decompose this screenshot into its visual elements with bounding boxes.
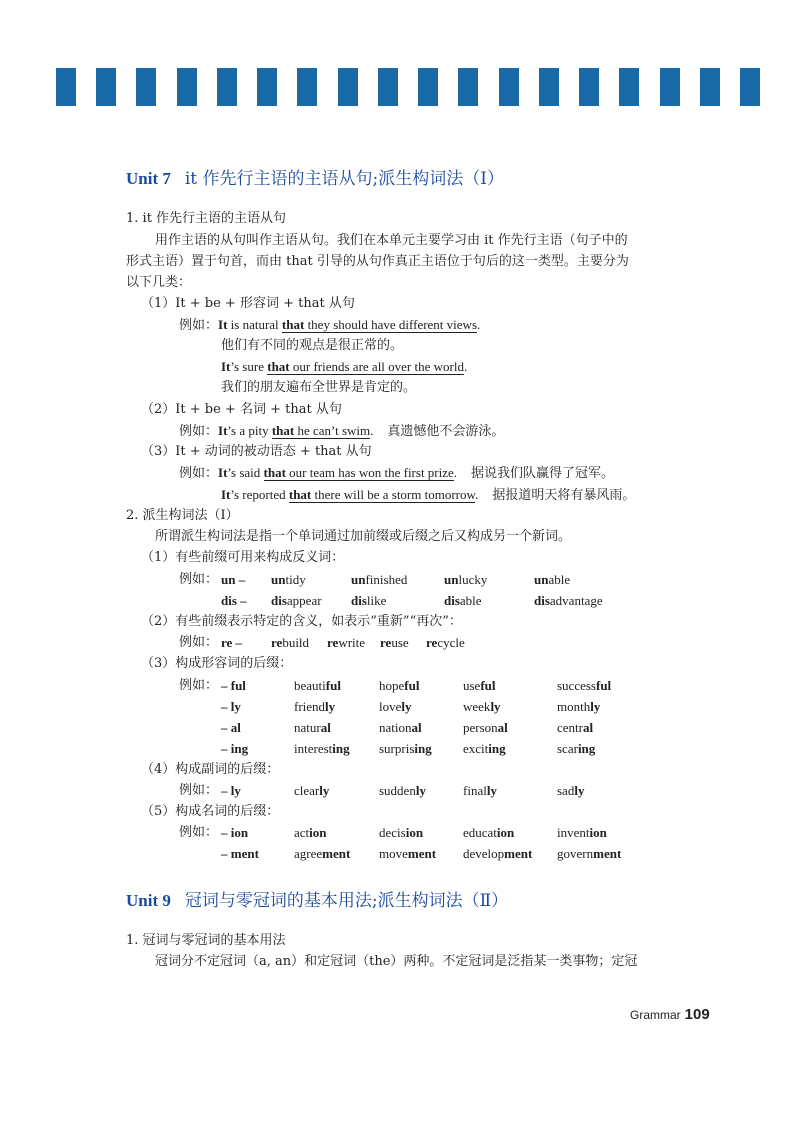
affix: – ly — [221, 783, 241, 798]
example-sentence — [179, 463, 614, 484]
sentence-text: . — [463, 359, 468, 374]
derived-word: surprising — [379, 741, 432, 756]
banner-block — [217, 68, 237, 106]
keyword: It — [218, 465, 228, 480]
keyword: It — [218, 423, 228, 438]
keyword: that — [267, 359, 290, 374]
sentence-text: ’s a pity — [227, 423, 272, 438]
keyword: It — [221, 359, 231, 374]
derived-word: natural — [294, 720, 331, 735]
unit-number: Unit 7 — [126, 169, 171, 188]
derived-word: exciting — [463, 741, 506, 756]
unit-title-text: 冠词与零冠词的基本用法;派生构词法（Ⅱ） — [184, 891, 509, 911]
example-label: 例如： — [179, 678, 219, 693]
affix: – ing — [221, 741, 249, 756]
derived-word: national — [379, 720, 422, 735]
sentence-text: our team has won the first prize — [285, 465, 454, 480]
derived-word: finally — [463, 783, 497, 798]
keyword: that — [288, 487, 312, 502]
banner-block — [96, 68, 116, 106]
derived-word: suddenly — [379, 783, 426, 798]
derived-word: monthly — [557, 699, 601, 714]
derived-word: friendly — [294, 699, 336, 714]
example-label: 例如： — [179, 424, 219, 439]
derived-word: beautiful — [294, 678, 341, 693]
keyword: that — [271, 423, 295, 438]
subpoint: （1）It + be + 形容词 + that 从句 — [141, 296, 355, 311]
derived-word: agreement — [294, 846, 351, 861]
example-sentence — [221, 357, 467, 378]
affix: – ful — [221, 678, 246, 693]
banner-block — [297, 68, 317, 106]
sentence-text: . — [477, 317, 481, 332]
derived-word: successful — [557, 678, 612, 693]
derived-word: recycle — [426, 635, 465, 650]
banner-block — [660, 68, 680, 106]
translation: 真遗憾他不会游泳。 — [387, 424, 505, 439]
translation: 我们的朋友遍布全世界是肯定的。 — [221, 380, 417, 395]
paragraph-line: 用作主语的从句叫作主语从句。我们在本单元主要学习由 it 作先行主语（句子中的 — [155, 233, 628, 248]
derived-word: central — [557, 720, 594, 735]
banner-block — [740, 68, 760, 106]
paragraph-line: 冠词分不定冠词（a, an）和定冠词（the）两种。不定冠词是泛指某一类事物；定冠 — [155, 954, 638, 969]
section-heading: 1. 冠词与零冠词的基本用法 — [126, 933, 286, 948]
example-label: 例如： — [179, 783, 219, 798]
subpoint: （3）It + 动词的被动语态 + that 从句 — [141, 444, 372, 459]
derived-word: unfinished — [351, 572, 408, 587]
derived-word: reuse — [380, 635, 409, 650]
derived-word: unable — [534, 572, 571, 587]
affix: dis – — [221, 593, 247, 608]
subpoint: （1）有些前缀可用来构成反义词： — [141, 550, 345, 565]
derived-word: weekly — [463, 699, 501, 714]
translation: 他们有不同的观点是很正常的。 — [221, 338, 404, 353]
subpoint: （4）构成副词的后缀： — [141, 762, 280, 777]
footer-label: Grammar — [630, 1008, 681, 1022]
example-sentence — [179, 315, 480, 336]
banner-block — [338, 68, 358, 106]
derived-word: hopeful — [379, 678, 420, 693]
sentence-text: . — [475, 487, 479, 502]
banner-block — [499, 68, 519, 106]
section-heading: 2. 派生构词法（Ⅰ） — [126, 508, 239, 523]
derived-word: decision — [379, 825, 424, 840]
subpoint: （2）有些前缀表示特定的含义，如表示“重新”“再次”： — [141, 614, 462, 629]
derived-word: personal — [463, 720, 508, 735]
unit-number: Unit 9 — [126, 891, 171, 910]
banner-block — [378, 68, 398, 106]
derived-word: disable — [444, 593, 482, 608]
affix: re – — [221, 635, 243, 650]
paragraph-line: 所谓派生构词法是指一个单词通过加前缀或后缀之后又构成另一个新词。 — [155, 529, 572, 544]
page-footer — [630, 1006, 710, 1023]
affix: un – — [221, 572, 246, 587]
translation: 据报道明天将有暴风雨。 — [492, 488, 636, 503]
page-number: 109 — [684, 1006, 710, 1023]
example-label: 例如： — [179, 572, 219, 587]
unit9-title — [126, 886, 508, 911]
derived-word: clearly — [294, 783, 330, 798]
derived-word: rebuild — [271, 635, 310, 650]
derived-word: movement — [379, 846, 437, 861]
banner-block — [539, 68, 559, 106]
sentence-text: they should have different views — [304, 317, 478, 332]
affix: – ly — [221, 699, 241, 714]
banner-block — [56, 68, 76, 106]
paragraph-line: 形式主语）置于句首，而由 that 引导的从句作真正主语位于句后的这一类型。主要分为 — [126, 254, 629, 269]
banner-block — [418, 68, 438, 106]
sentence-text: there will be a storm tomorrow — [311, 487, 476, 502]
keyword: It — [218, 317, 228, 332]
derived-word: scaring — [557, 741, 596, 756]
derived-word: action — [294, 825, 327, 840]
derived-word: education — [463, 825, 515, 840]
sentence-text: . — [370, 423, 374, 438]
derived-word: invention — [557, 825, 607, 840]
subpoint: （3）构成形容词的后缀： — [141, 656, 293, 671]
banner-block — [619, 68, 639, 106]
unit7-title — [126, 164, 504, 189]
subpoint: （5）构成名词的后缀： — [141, 804, 280, 819]
translation: 据说我们队赢得了冠军。 — [471, 466, 615, 481]
example-label: 例如： — [179, 635, 219, 650]
sentence-text: is natural — [227, 317, 282, 332]
example-label: 例如： — [179, 318, 219, 333]
banner-block — [136, 68, 156, 106]
derived-word: government — [557, 846, 622, 861]
derived-word: rewrite — [327, 635, 366, 650]
affix: – ment — [221, 846, 259, 861]
keyword: that — [263, 465, 286, 480]
sentence-text: . — [453, 465, 458, 480]
sentence-text: ’s said — [227, 465, 264, 480]
example-sentence — [221, 485, 635, 506]
subpoint: （2）It + be + 名词 + that 从句 — [141, 402, 342, 417]
derived-word: disadvantage — [534, 593, 603, 608]
section-heading: 1. it 作先行主语的主语从句 — [126, 211, 287, 226]
unit-title-text: it 作先行主语的主语从句;派生构词法（Ⅰ） — [184, 169, 504, 189]
affix: – al — [221, 720, 241, 735]
sentence-text: ’s sure — [230, 359, 268, 374]
derived-word: unlucky — [444, 572, 488, 587]
derived-word: dislike — [351, 593, 387, 608]
paragraph-line: 以下几类： — [126, 275, 192, 290]
example-label: 例如： — [179, 825, 219, 840]
example-sentence — [179, 421, 504, 442]
banner-block — [257, 68, 277, 106]
derived-word: lovely — [379, 699, 412, 714]
example-label: 例如： — [179, 466, 219, 481]
banner-block — [700, 68, 720, 106]
derived-word: disappear — [271, 593, 322, 608]
banner-block — [458, 68, 478, 106]
affix: – ion — [221, 825, 249, 840]
keyword: It — [221, 487, 231, 502]
derived-word: interesting — [294, 741, 350, 756]
derived-word: development — [463, 846, 533, 861]
sentence-text: our friends are all over the world — [289, 359, 464, 374]
derived-word: sadly — [557, 783, 585, 798]
sentence-text: ’s reported — [230, 487, 289, 502]
banner-block — [177, 68, 197, 106]
derived-word: useful — [463, 678, 496, 693]
sentence-text: he can’t swim — [294, 423, 371, 438]
keyword: that — [281, 317, 305, 332]
derived-word: untidy — [271, 572, 306, 587]
banner-block — [579, 68, 599, 106]
header-banner — [56, 68, 760, 106]
